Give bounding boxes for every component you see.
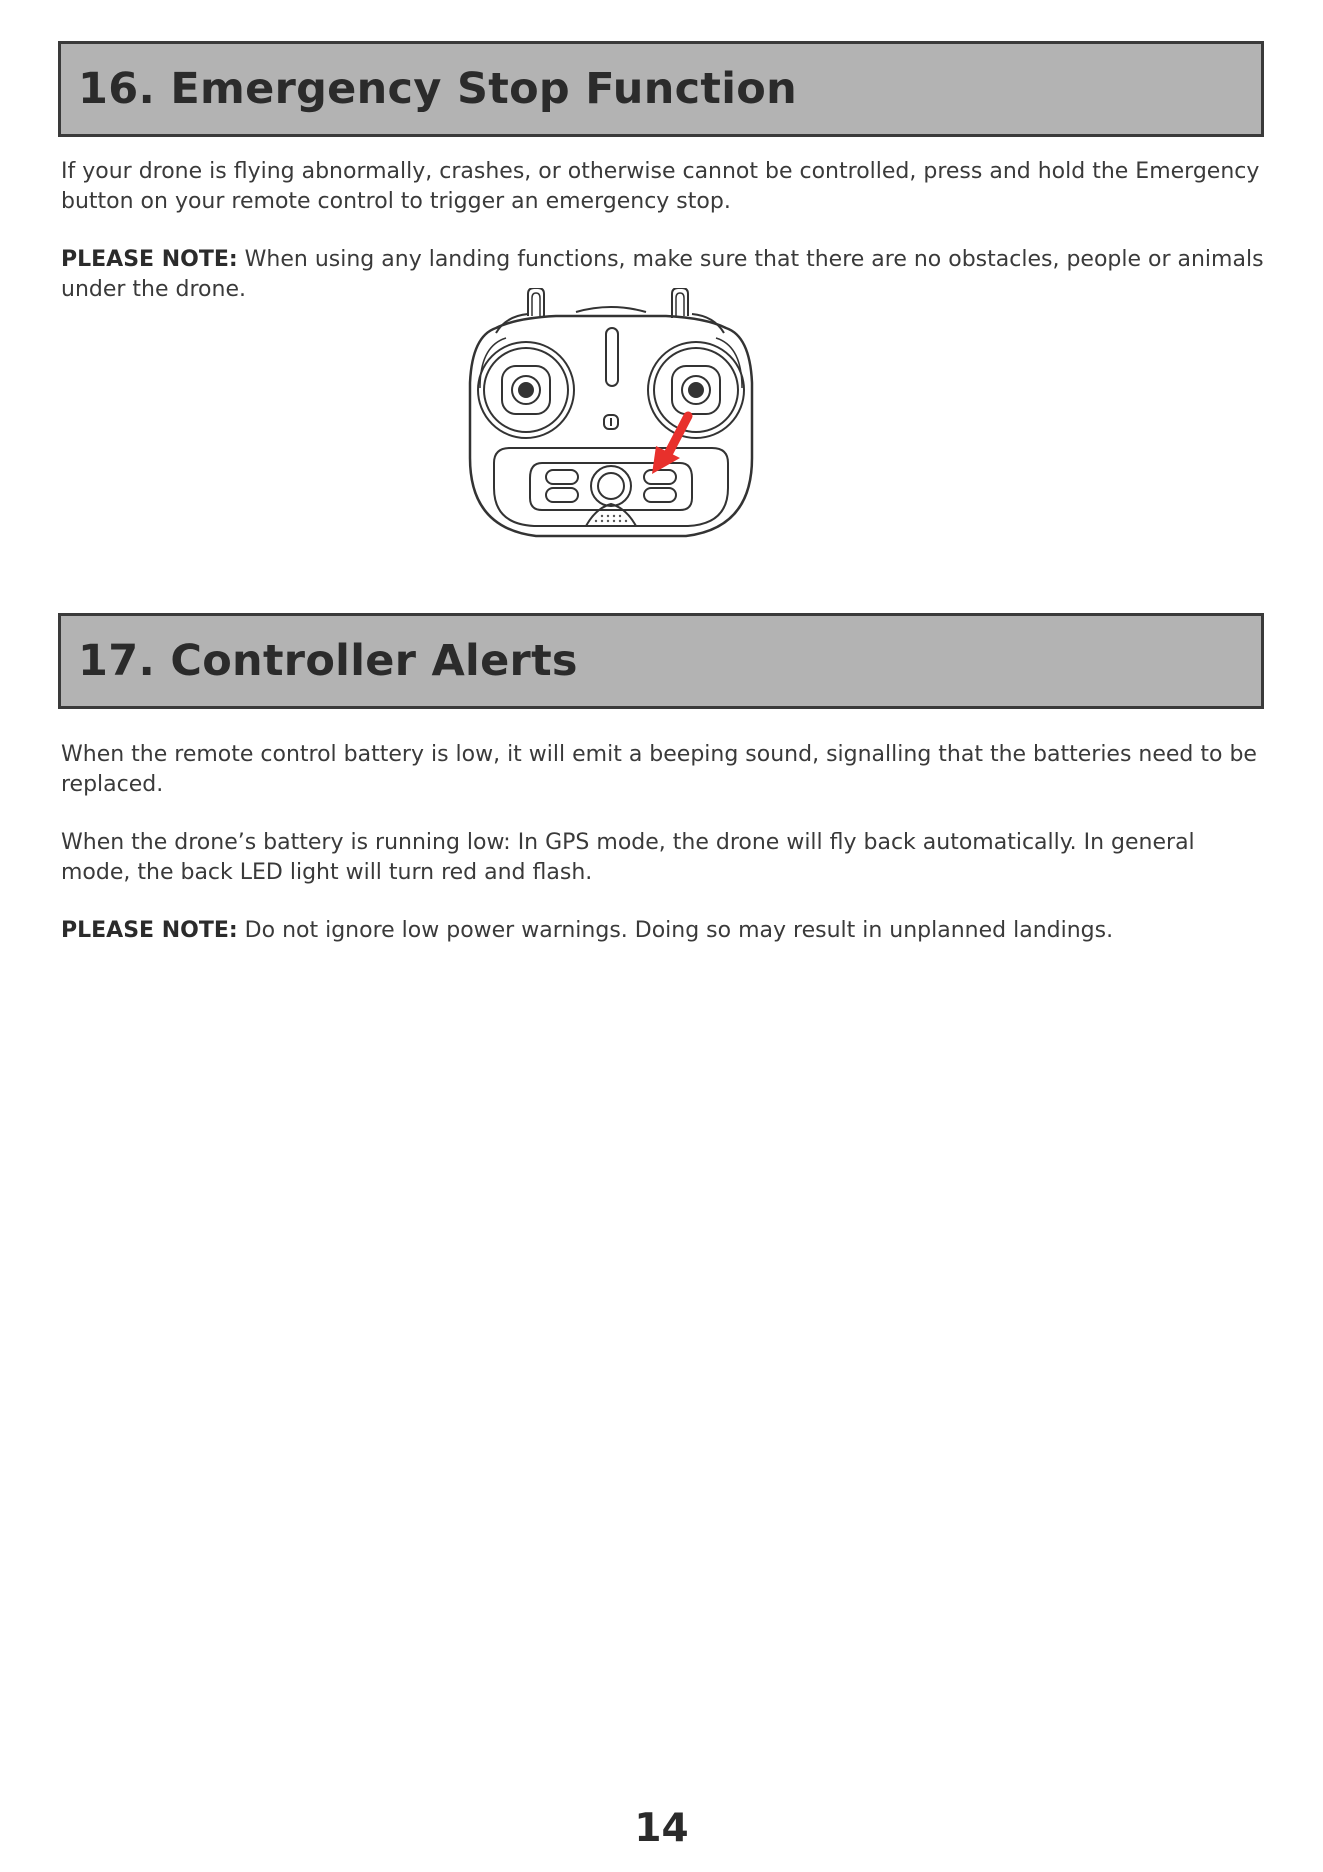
section-17-paragraph-2: When the drone’s battery is running low: In GPS mode, the drone will fly back automatically. In general mode, the back LED light will turn red and flash. bbox=[61, 830, 1195, 885]
section-17-title: 17. Controller Alerts bbox=[78, 636, 578, 686]
remote-control-illustration bbox=[466, 288, 756, 548]
section-16-paragraph: If your drone is flying abnormally, crashes, or otherwise cannot be controlled, press and hold the Emergency button on your remote control to trigger an emergency stop. bbox=[61, 159, 1260, 214]
note-text: When using any landing functions, make sure that there are no obstacles, people or animals under the drone. bbox=[61, 247, 1264, 302]
note-label: PLEASE NOTE: bbox=[61, 247, 238, 272]
section-16-title: 16. Emergency Stop Function bbox=[78, 64, 798, 114]
arrow-icon bbox=[652, 416, 688, 474]
note-label: PLEASE NOTE: bbox=[61, 918, 238, 943]
section-17-header bbox=[58, 613, 1264, 709]
section-17-paragraph-1: When the remote control battery is low, it will emit a beeping sound, signalling that the batteries need to be replaced. bbox=[61, 742, 1257, 797]
section-16-header bbox=[58, 41, 1264, 137]
section-17-note bbox=[61, 916, 1271, 946]
page-number: 14 bbox=[634, 1806, 689, 1851]
note-text: Do not ignore low power warnings. Doing so may result in unplanned landings. bbox=[237, 918, 1114, 943]
